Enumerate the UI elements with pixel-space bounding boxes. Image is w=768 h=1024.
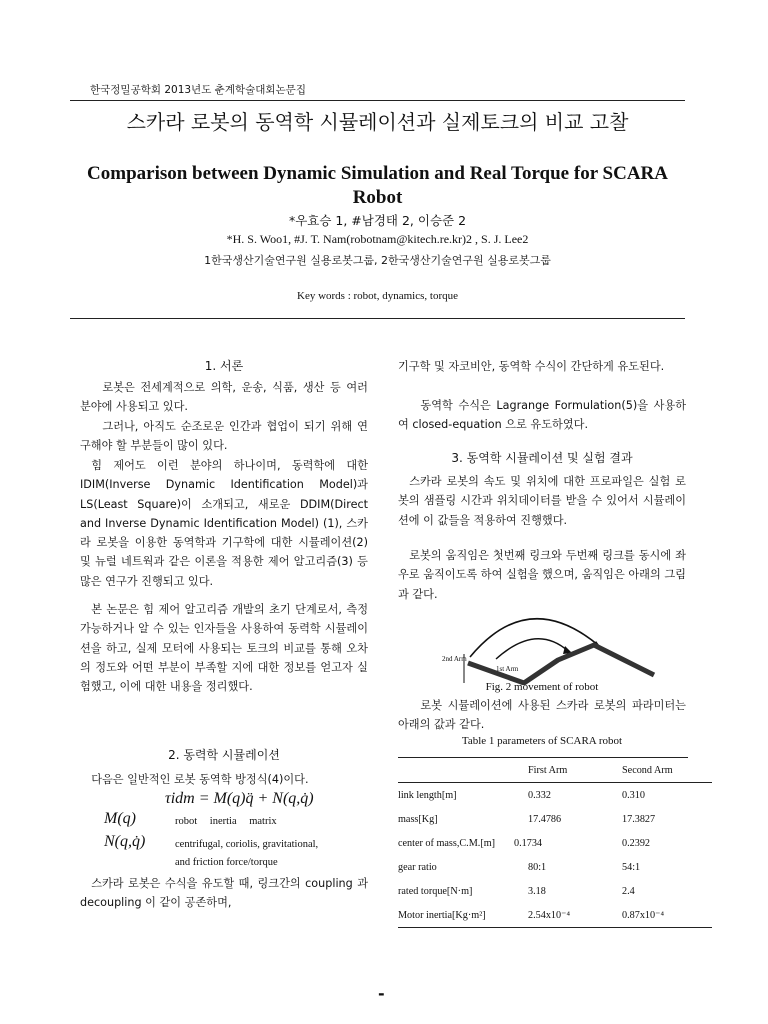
table-cell: 3.18: [528, 885, 546, 897]
dynamics-equation: τidm = M(q)q̈ + N(q,q̇): [165, 790, 314, 807]
table-cell: 2.4: [622, 885, 635, 897]
section-1-paragraph-2: 그러나, 아직도 순조로운 인간과 협업이 되기 위해 연구해야 할 부분들이 많이 있다.: [80, 420, 368, 453]
table-cell: link length[m]: [398, 789, 457, 801]
section-1-paragraph-3: 힘 제어도 이런 분야의 하나이며, 동력학에 대한 IDIM(Inverse Dynamic Identification Model)과 LS(Least Square)이 소개되고, 새로운 DDIM(Direct and Inverse Dynamic Identification Model) (1), 스카라 로봇을 이용한 동역학과 기구학에 대한 시뮬레이션(2) 및 뉴럴 네트웍과 같은 이론을 적용한 제어 알고리즘(3) 등 많은 연구가 진행되고 있다.: [80, 459, 368, 588]
section-2-paragraph-1: 스카라 로봇은 수식을 유도할 때, 링크간의 coupling 과 decoupling 이 같이 공존하며,: [80, 877, 368, 910]
title-block-rule: [70, 318, 685, 319]
movement-arc-inner: [496, 639, 568, 659]
table-cell: Motor inertia[Kg·m²]: [398, 909, 486, 921]
mq-description: robot inertia matrix: [175, 816, 277, 827]
nq-description-1: centrifugal, coriolis, gravitational,: [175, 839, 319, 850]
section-3-paragraph-1: 스카라 로봇의 속도 및 위치에 대한 프로파일은 실험 로봇의 샘플링 시간과 위치데이터를 받을 수 있어서 시뮬레이션에 이 값들을 적용하여 진행했다.: [398, 475, 686, 527]
section-3-paragraph-2: 로봇의 움직임은 첫번째 링크와 두번째 링크를 동시에 좌우로 움직이도록 하여 실험을 했으며, 움직임은 아래의 그림과 같다.: [398, 549, 686, 601]
table-cell: center of mass,C.M.[m]: [398, 837, 496, 849]
title-english: Comparison between Dynamic Simulation and Real Torque for SCARA Robot: [87, 163, 668, 208]
keywords: Key words : robot, dynamics, torque: [297, 290, 458, 302]
table-row: [398, 807, 712, 831]
section-3-paragraph-3: 로봇 시뮬레이션에 사용된 스카라 로봇의 파라미터는 아래의 값과 같다.: [398, 699, 686, 732]
parameters-table: [398, 758, 712, 928]
robot-arm-links: [468, 645, 654, 683]
table-cell: 0.332: [528, 789, 551, 801]
table-cell: mass[Kg]: [398, 813, 438, 825]
table-header-cell: First Arm: [528, 764, 568, 776]
table-row: [398, 879, 712, 903]
table-header-row: [398, 758, 712, 783]
table-row: [398, 783, 712, 808]
section-2-cont-paragraph-1: 기구학 및 자코비안, 동역학 수식이 간단하게 유도된다.: [398, 360, 665, 373]
robot-movement-figure: [428, 605, 688, 685]
table-cell: 0.87x10⁻⁴: [622, 909, 665, 921]
table-cell: 17.3827: [622, 813, 656, 825]
table-cell: gear ratio: [398, 861, 437, 873]
table-cell: 2.54x10⁻⁴: [528, 909, 571, 921]
mq-symbol: M(q): [104, 810, 136, 827]
proceedings-header: 한국정밀공학회 2013년도 춘계학술대회논문집: [90, 84, 306, 96]
section-1-paragraph-1: 로봇은 전세계적으로 의학, 운송, 식품, 생산 등 여러 분야에 사용되고 있다.: [80, 381, 368, 414]
title-korean: 스카라 로봇의 동역학 시뮬레이션과 실제토크의 비교 고찰: [126, 110, 629, 134]
label-2nd-arm: 2nd Arm: [442, 655, 467, 663]
table-row: [398, 831, 712, 855]
table-cell: 80:1: [528, 861, 547, 873]
figure-caption: Fig. 2 movement of robot: [485, 681, 599, 693]
section-1-paragraph-4: 본 논문은 힘 제어 알고리즘 개발의 초기 단계로서, 측정 가능하거나 알 수 있는 인자들을 사용하여 동력학 시뮬레이션을 하고, 실제 모터에 사용되는 토크의 비교를 통해 오차의 정도와 어떤 부분이 부족할 지에 대한 정보를 얻고자 실험했고, 이에 대한 내용을 정리했다.: [80, 603, 368, 694]
affiliations: 1한국생산기술연구원 실용로봇그룹, 2한국생산기술연구원 실용로봇그룹: [204, 254, 551, 267]
table-row: [398, 855, 712, 879]
authors-korean: *우효승 1, #남경태 2, 이승준 2: [288, 213, 467, 228]
table-row: [398, 903, 712, 928]
page-mark: -: [378, 984, 385, 1003]
authors-english: *H. S. Woo1, #J. T. Nam(robotnam@kitech.re.kr)2 , S. J. Lee2: [226, 232, 529, 246]
table-cell: 0.2392: [622, 837, 651, 849]
table-caption: Table 1 parameters of SCARA robot: [461, 735, 623, 747]
label-1st-arm: 1st Arm: [496, 665, 519, 673]
header-rule: [70, 100, 685, 101]
nq-description-2: and friction force/torque: [175, 857, 278, 868]
table-header-cell: Second Arm: [622, 764, 673, 776]
table-cell: 54:1: [622, 861, 641, 873]
section-2-cont-paragraph-2: 동역학 수식은 Lagrange Formulation(5)을 사용하여 closed-equation 으로 유도하였다.: [398, 399, 686, 432]
section-2-title: 2. 동력학 시뮬레이션: [168, 748, 280, 762]
table-cell: rated torque[N·m]: [398, 885, 473, 897]
section-2-intro: 다음은 일반적인 로봇 동역학 방정식(4)이다.: [91, 773, 309, 786]
table-cell: 0.310: [622, 789, 645, 801]
table-header-cell: [398, 758, 512, 783]
table-cell: 0.1734: [514, 837, 543, 849]
nq-symbol: N(q,q̇): [104, 833, 146, 850]
section-1-title: 1. 서론: [204, 359, 244, 373]
table-cell: 17.4786: [528, 813, 562, 825]
section-3-title: 3. 동역학 시뮬레이션 및 실험 결과: [451, 451, 633, 465]
